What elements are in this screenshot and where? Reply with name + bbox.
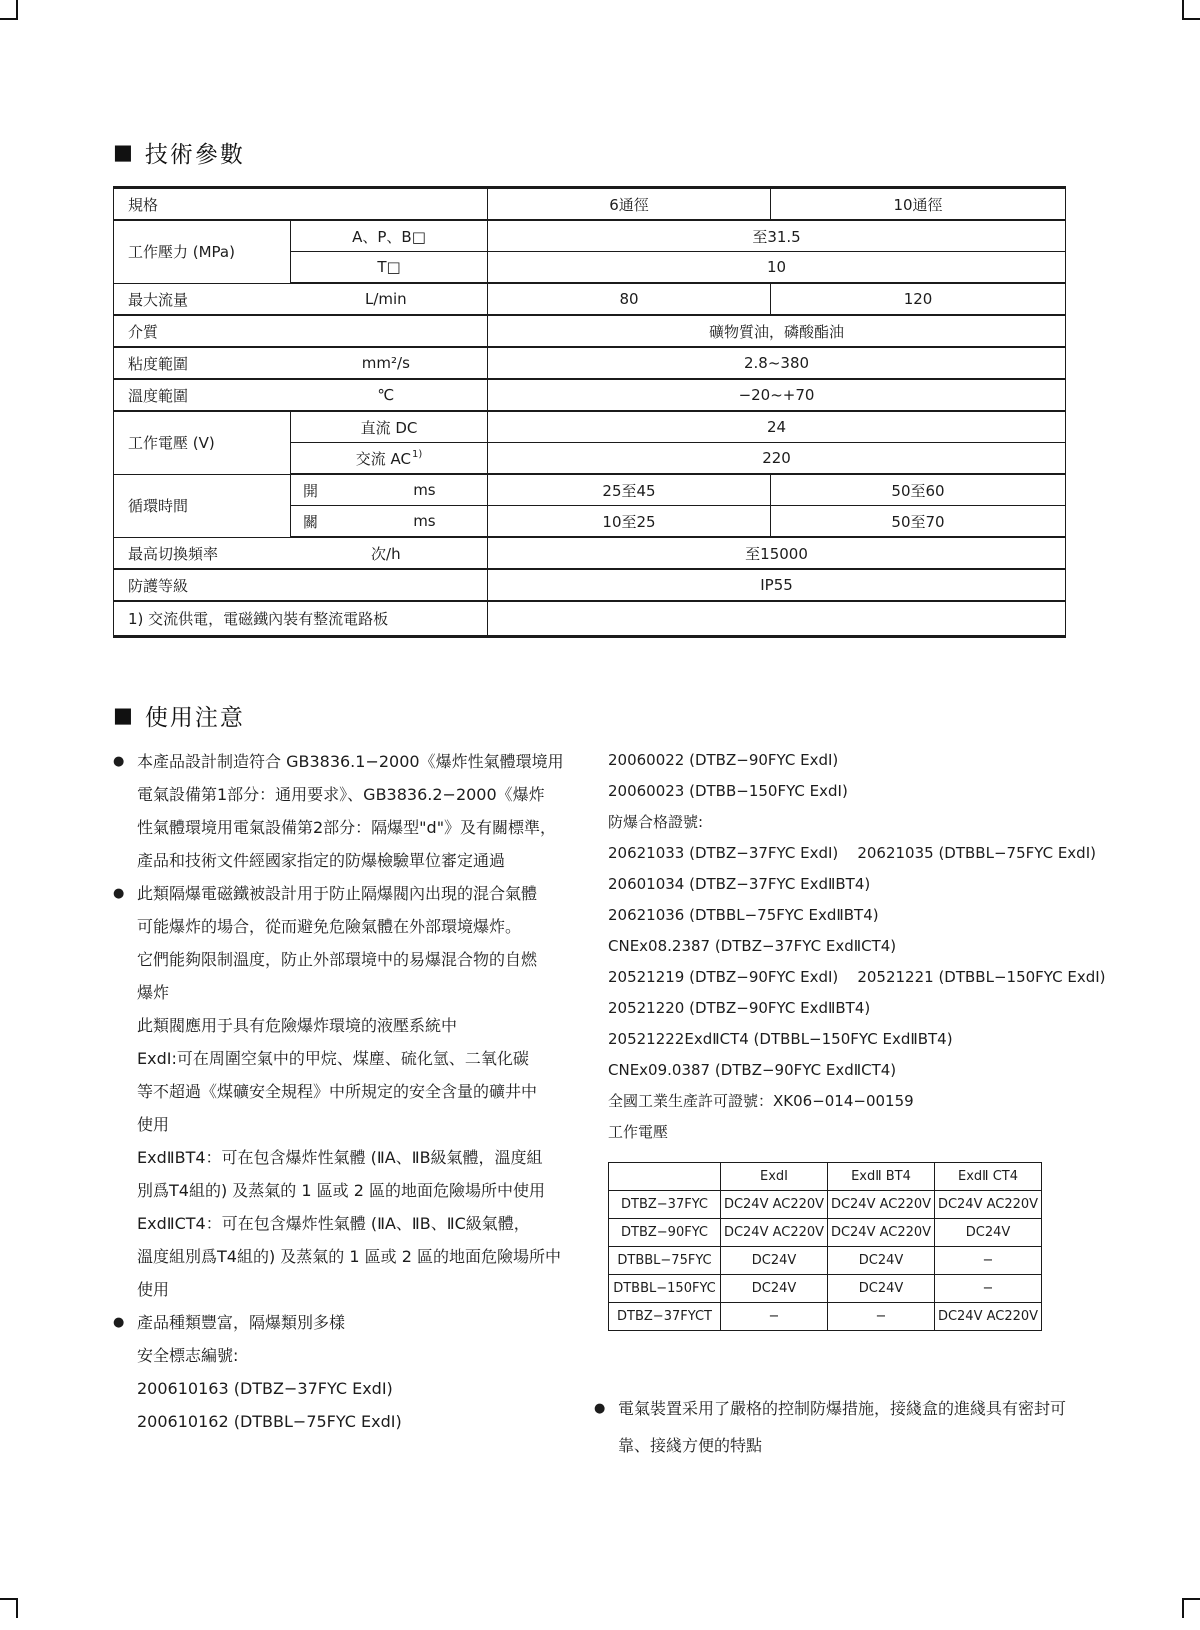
row-label: 最高切換頻率 bbox=[128, 544, 219, 563]
section-title: 技術參數 bbox=[144, 142, 245, 168]
certificate-line: 20621036 (DTBBL−75FYC ExdⅡBT4) bbox=[608, 906, 879, 924]
table-cell: 120 bbox=[771, 283, 1066, 315]
spec-table bbox=[113, 186, 1066, 638]
model-cell: DTBZ−90FYC bbox=[609, 1219, 721, 1247]
table-row bbox=[114, 601, 1066, 637]
row-unit: L/min bbox=[364, 290, 407, 308]
table-cell: ExdⅠ bbox=[721, 1163, 828, 1191]
table-cell: A、P、B□ bbox=[291, 220, 488, 252]
working-voltage-table bbox=[608, 1162, 1042, 1331]
table-cell: DC24V AC220V bbox=[935, 1303, 1042, 1331]
bullet-icon: ● bbox=[113, 754, 125, 769]
certificate-line: 20621033 (DTBZ−37FYC ExdⅠ) 20621035 (DTBBL−75FYC ExdⅠ) bbox=[608, 844, 1096, 862]
table-cell: 直流 DC bbox=[291, 411, 488, 443]
certificate-line: CNEx09.0387 (DTBZ−90FYC ExdⅡCT4) bbox=[608, 1061, 897, 1079]
table-cell bbox=[609, 1163, 721, 1191]
table-cell: DC24V AC220V bbox=[721, 1219, 828, 1247]
section-heading-usage-notes bbox=[113, 699, 245, 732]
table-cell bbox=[291, 443, 488, 475]
model-cell: DTBBL−150FYC bbox=[609, 1275, 721, 1303]
footnote-ref: 1) bbox=[412, 448, 423, 460]
table-cell: 50至60 bbox=[771, 474, 1066, 506]
row-label: 最大流量 bbox=[128, 290, 189, 309]
row-label: 溫度範圍 bbox=[128, 386, 189, 405]
table-row bbox=[114, 220, 1066, 252]
table-cell: DC24V bbox=[828, 1247, 935, 1275]
certificate-line: 20521219 (DTBZ−90FYC ExdⅠ) 20521221 (DTBBL−150FYC ExdⅠ) bbox=[608, 968, 1106, 986]
table-cell: DC24V bbox=[828, 1275, 935, 1303]
section-title: 使用注意 bbox=[144, 705, 245, 731]
list-item: ● 此類隔爆電磁鐵被設計用于防止隔爆閥內出現的混合氣體 可能爆炸的場合，從而避免危險氣體在外部環境爆炸。 它們能夠限制溫度，防止外部環境中的易爆混合物的自燃 爆炸 此類閥應用于具有危險爆炸環境的液壓系統中 ExdⅠ:可在周圍空氣中的甲烷、煤塵、硫化氫、二氧化碳 等不超過《煤礦安全規程》中所規定的安全含量的礦井中 使用 ExdⅡBT4：可在包含爆炸性氣體 (ⅡA、ⅡB級氣體，溫度組 別爲T4組的) 及蒸氣的 1 區或 2 區的地面危險場所中使用 ExdⅡCT4：可在包含爆炸性氣體 (ⅡA、ⅡB、ⅡC級氣體， 溫度組別爲T4組的) 及蒸氣的 1 區或 2 區的地面危險場所中 使用 bbox=[113, 877, 583, 1306]
certificate-line: 20601034 (DTBZ−37FYC ExdⅡBT4) bbox=[608, 875, 871, 893]
usage-notes-left-column bbox=[113, 745, 583, 1438]
model-cell: DTBBL−75FYC bbox=[609, 1247, 721, 1275]
table-cell: 介質 bbox=[114, 315, 488, 347]
crop-mark-top-left-icon bbox=[0, 0, 18, 20]
table-cell: DC24V bbox=[935, 1219, 1042, 1247]
table-cell: DC24V AC220V bbox=[828, 1219, 935, 1247]
row-label: 交流 AC bbox=[355, 449, 411, 468]
bullet-icon: ● bbox=[594, 1401, 606, 1416]
section-heading-tech-params bbox=[113, 136, 245, 169]
certificate-line: 20060022 (DTBZ−90FYC ExdⅠ) bbox=[608, 751, 839, 769]
table-cell: 24 bbox=[488, 411, 1066, 443]
table-cell: IP55 bbox=[488, 569, 1066, 601]
table-cell bbox=[114, 347, 488, 379]
certificate-line: CNEx08.2387 (DTBZ−37FYC ExdⅡCT4) bbox=[608, 937, 897, 955]
crop-mark-bottom-left-icon bbox=[0, 1598, 18, 1618]
table-cell: 6通徑 bbox=[488, 188, 771, 221]
list-item: ● 本產品設計制造符合 GB3836.1−2000《爆炸性氣體環境用 電氣設備第1部分：通用要求》、GB3836.2−2000《爆炸 性氣體環境用電氣設備第2部分：隔爆型"d"》及有關標準， 產品和技術文件經國家指定的防爆檢驗單位審定通過 bbox=[113, 745, 583, 877]
certificate-line: 20521222ExdⅡCT4 (DTBBL−150FYC ExdⅡBT4) bbox=[608, 1030, 953, 1048]
certificate-line: 防爆合格證號: bbox=[608, 813, 704, 831]
row-unit: ms bbox=[413, 512, 436, 530]
row-label: 開 bbox=[303, 481, 319, 500]
bullet-icon: ● bbox=[113, 1315, 125, 1330]
certificate-line: 全國工業生產許可證號：XK06−014−00159 bbox=[608, 1092, 914, 1110]
table-cell: DC24V AC220V bbox=[828, 1191, 935, 1219]
row-label: 粘度範圍 bbox=[128, 354, 189, 373]
table-cell: 10至25 bbox=[488, 506, 771, 538]
section-square-icon: ■ bbox=[113, 703, 135, 727]
list-item: ● 產品種類豐富，隔爆類別多樣 安全標志編號: 200610163 (DTBZ−37FYC ExdⅠ) 200610162 (DTBBL−75FYC ExdⅠ) bbox=[113, 1306, 583, 1438]
certificate-line: 20060023 (DTBB−150FYC ExdⅠ) bbox=[608, 782, 848, 800]
section-square-icon: ■ bbox=[113, 140, 135, 164]
table-cell: 工作電壓 (V) bbox=[114, 411, 291, 474]
table-row bbox=[609, 1191, 1042, 1219]
table-cell: 10 bbox=[488, 252, 1066, 284]
voltage-table-title: 工作電壓 bbox=[608, 1123, 669, 1141]
table-cell bbox=[488, 601, 1066, 637]
table-row bbox=[114, 315, 1066, 347]
table-cell: 80 bbox=[488, 283, 771, 315]
table-cell bbox=[114, 283, 488, 315]
table-cell: ExdⅡ BT4 bbox=[828, 1163, 935, 1191]
crop-mark-top-right-icon bbox=[1182, 0, 1200, 20]
table-cell: DC24V AC220V bbox=[935, 1191, 1042, 1219]
table-cell: 220 bbox=[488, 443, 1066, 475]
table-cell: 25至45 bbox=[488, 474, 771, 506]
list-item: ● 電氣裝置采用了嚴格的控制防爆措施，接綫盒的進綫具有密封可 靠、接綫方便的特點 bbox=[594, 1390, 1119, 1464]
table-cell: − bbox=[935, 1275, 1042, 1303]
table-row bbox=[114, 283, 1066, 315]
table-cell: DC24V AC220V bbox=[721, 1191, 828, 1219]
table-cell: − bbox=[935, 1247, 1042, 1275]
crop-mark-bottom-right-icon bbox=[1182, 1598, 1200, 1618]
table-cell: 10通徑 bbox=[771, 188, 1066, 221]
table-row bbox=[114, 379, 1066, 411]
table-row bbox=[609, 1275, 1042, 1303]
table-cell bbox=[114, 379, 488, 411]
table-cell: DC24V bbox=[721, 1247, 828, 1275]
row-unit: mm²/s bbox=[361, 354, 410, 372]
table-cell: 防護等級 bbox=[114, 569, 488, 601]
table-cell: 50至70 bbox=[771, 506, 1066, 538]
table-cell: 至31.5 bbox=[488, 220, 1066, 252]
table-cell bbox=[114, 537, 488, 569]
model-cell: DTBZ−37FYCT bbox=[609, 1303, 721, 1331]
bullet-icon: ● bbox=[113, 886, 125, 901]
table-cell: 至15000 bbox=[488, 537, 1066, 569]
table-row bbox=[114, 537, 1066, 569]
table-cell: 循環時間 bbox=[114, 474, 291, 537]
model-cell: DTBZ−37FYC bbox=[609, 1191, 721, 1219]
table-cell: 規格 bbox=[114, 188, 488, 221]
table-cell: − bbox=[828, 1303, 935, 1331]
certificate-line: 20521220 (DTBZ−90FYC ExdⅡBT4) bbox=[608, 999, 871, 1017]
table-cell: 工作壓力 (MPa) bbox=[114, 220, 291, 283]
table-cell: DC24V bbox=[721, 1275, 828, 1303]
table-row bbox=[114, 474, 1066, 506]
table-cell: T□ bbox=[291, 252, 488, 284]
table-row bbox=[609, 1163, 1042, 1191]
row-unit: ms bbox=[413, 481, 436, 499]
table-row bbox=[114, 411, 1066, 443]
table-cell: 礦物質油，磷酸酯油 bbox=[488, 315, 1066, 347]
table-cell: − bbox=[721, 1303, 828, 1331]
table-row bbox=[114, 347, 1066, 379]
row-unit: 次/h bbox=[371, 544, 401, 563]
table-row bbox=[609, 1303, 1042, 1331]
usage-notes-right-column bbox=[608, 745, 1118, 1331]
table-cell bbox=[291, 474, 488, 506]
table-cell: 2.8~380 bbox=[488, 347, 1066, 379]
table-cell: −20~+70 bbox=[488, 379, 1066, 411]
table-footnote: 1) 交流供電，電磁鐵內裝有整流電路板 bbox=[128, 610, 389, 628]
table-row bbox=[114, 188, 1066, 221]
table-row bbox=[609, 1247, 1042, 1275]
table-cell bbox=[291, 506, 488, 538]
table-row bbox=[609, 1219, 1042, 1247]
row-unit: ℃ bbox=[377, 386, 395, 404]
table-cell: ExdⅡ CT4 bbox=[935, 1163, 1042, 1191]
table-row bbox=[114, 569, 1066, 601]
row-label: 關 bbox=[303, 512, 319, 531]
electrical-device-note bbox=[594, 1390, 1119, 1464]
